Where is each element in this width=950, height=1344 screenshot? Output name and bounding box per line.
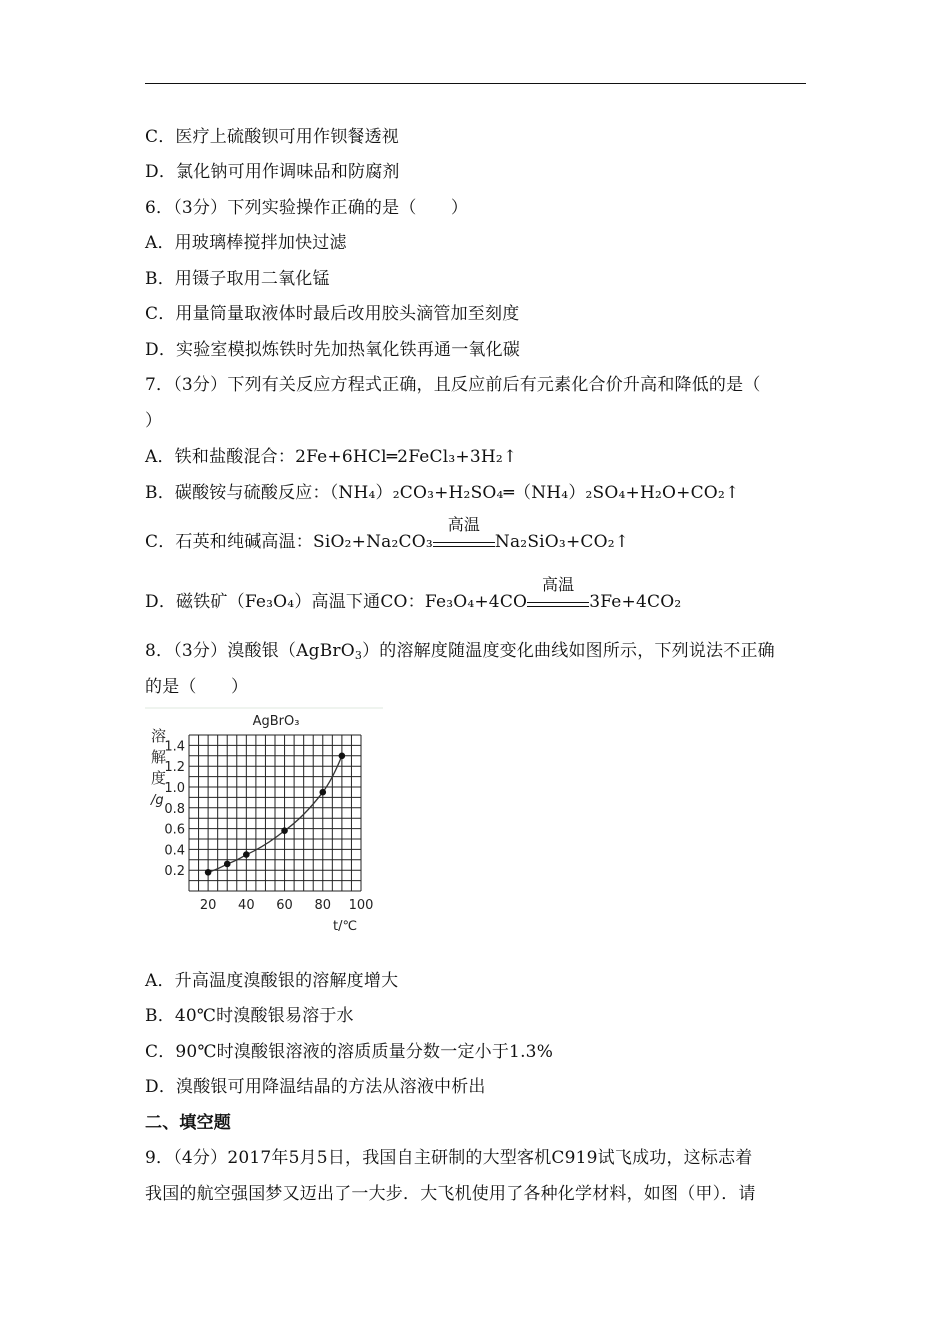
data-point [339, 753, 346, 760]
x-tick-label: 100 [348, 898, 374, 913]
q8-stem-cont: 的是（ ） [145, 677, 249, 697]
q6-option-b: B．用镊子取用二氧化锰 [145, 269, 330, 289]
q7-option-c [145, 515, 630, 553]
q7-option-b [145, 482, 739, 504]
y-tick-label: 1.4 [164, 739, 185, 755]
section-title: 二、填空题 [145, 1113, 231, 1133]
q7b-label: B．碳酸铵与硫酸反应： [145, 483, 330, 503]
q8-option-a: A．升高温度溴酸银的溶解度增大 [145, 971, 399, 991]
q7-stem: 7．（3分）下列有关反应方程式正确，且反应前后有元素化合价升高和降低的是（ [145, 375, 761, 395]
q6-stem: 6．（3分）下列实验操作正确的是（ ） [145, 198, 469, 218]
solubility-chart-svg [143, 705, 388, 940]
q6-option-c: C．用量筒量取液体时最后改用胶头滴管加至刻度 [145, 304, 520, 324]
q7a-equation: 2Fe+6HCl═2FeCl₃+3H₂↑ [295, 447, 518, 467]
chart-grid [189, 735, 361, 891]
q5-option-d: D．氯化钠可用作调味品和防腐剂 [145, 162, 400, 182]
x-tick-label: 60 [276, 898, 293, 913]
data-point [224, 861, 231, 868]
q6-option-d: D．实验室模拟炼铁时先加热氧化铁再通一氧化碳 [145, 340, 521, 360]
q7-stem-cont: ） [145, 411, 163, 431]
y-axis-label: 溶解度/g [151, 727, 167, 808]
solubility-chart [143, 705, 388, 940]
q7d-right: 3Fe+4CO₂ [589, 592, 682, 612]
q8-option-c: C．90℃时溴酸银溶液的溶质质量分数一定小于1.3% [145, 1042, 554, 1062]
q7b-equation: （NH₄）₂CO₃+H₂SO₄═（NH₄）₂SO₄+H₂O+CO₂↑ [329, 483, 740, 503]
q9-stem-cont: 我国的航空强国梦又迈出了一大步．大飞机使用了各种化学材料，如图（甲）．请 [145, 1184, 756, 1204]
q5-option-c: C．医疗上硫酸钡可用作钡餐透视 [145, 127, 400, 147]
q7d-left: Fe₃O₄+4CO [424, 592, 528, 612]
x-axis-label: t/℃ [333, 919, 358, 934]
y-tick-label: 0.2 [164, 864, 185, 880]
y-tick-label: 1.0 [164, 781, 185, 796]
q8-option-d: D．溴酸银可用降温结晶的方法从溶液中析出 [145, 1077, 486, 1097]
q7c-left: SiO₂+Na₂CO₃ [313, 532, 433, 552]
q7-option-a [145, 446, 517, 468]
data-point [243, 851, 250, 858]
x-tick-label: 40 [238, 898, 255, 913]
header-rule [145, 83, 806, 84]
chart-title: AgBrO₃ [252, 714, 300, 729]
y-tick-label: 1.2 [164, 760, 185, 776]
q9-stem: 9．（4分）2017年5月5日，我国自主研制的大型客机C919试飞成功，这标志着 [145, 1148, 753, 1168]
condition-label: 高温 [541, 575, 575, 594]
data-point [319, 789, 326, 796]
q7-option-d [145, 575, 682, 613]
reaction-condition-sign [527, 575, 589, 613]
q7c-right: Na₂SiO₃+CO₂↑ [494, 532, 630, 552]
reaction-condition-sign [433, 515, 495, 553]
q7c-label: C．石英和纯碱高温： [145, 532, 314, 552]
y-tick-label: 0.4 [164, 843, 185, 859]
q7d-label: D．磁铁矿（Fe₃O₄）高温下通CO： [145, 592, 425, 612]
data-point [205, 869, 212, 876]
q7a-label: A．铁和盐酸混合： [145, 447, 296, 467]
q6-option-a: A．用玻璃棒搅拌加快过滤 [145, 233, 347, 253]
q8-option-b: B．40℃时溴酸银易溶于水 [145, 1006, 354, 1026]
y-tick-label: 0.8 [164, 801, 185, 817]
q8-stem: 8．（3分）溴酸银（AgBrO$_3$）的溶解度随温度变化曲线如图所示，下列说法不正确 [145, 641, 775, 662]
condition-label: 高温 [447, 515, 481, 534]
y-tick-label: 0.6 [164, 822, 185, 838]
data-point [281, 827, 288, 834]
x-tick-label: 80 [314, 898, 332, 913]
x-tick-label: 20 [199, 898, 217, 913]
